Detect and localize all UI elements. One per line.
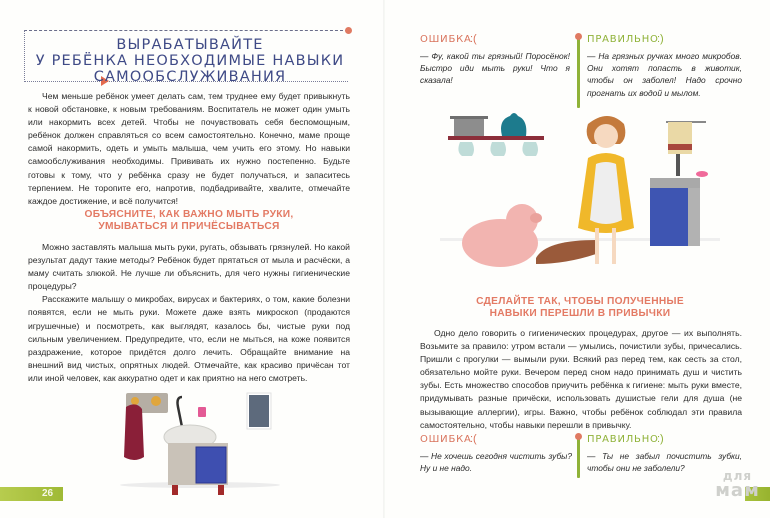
mug-icon (490, 142, 506, 156)
sink-top (650, 178, 700, 188)
page-number: 26 (42, 488, 54, 499)
section-heading (410, 296, 750, 320)
intro-paragraph (28, 90, 350, 208)
section-heading (28, 209, 350, 233)
cabinet-leg (218, 485, 224, 495)
heading-line: НАВЫКИ ПЕРЕШЛИ В ПРИВЫЧКИ (489, 308, 671, 319)
divider-line (577, 436, 580, 478)
error-label: ОШИБКА (420, 34, 472, 45)
hook-icon (131, 397, 139, 405)
paragraph: Чем меньше ребёнок умеет делать сам, тем труднее ему будет привыкнуть к новой обстановке, к новым требованиям. Воспитатель не может один умыть или накормить всех детей. Чтобы не почувствовать себя беспомощным, ребёнок должен справляться со всем самостоятельно. Конечно, маме проще самой накормить, одеть и умыть малыша, чем учить его этому. Но навыки самообслуживания необходимы. Прививать их нужно постепенно. Будьте готовы к тому, что у ребёнка сразу не будет получаться, и запаситесь терпением. Не торопите его, напротив, подбадривайте, хвалите, отмечайте каждое достижение, и всё получится! (28, 91, 350, 206)
faucet-icon (178, 397, 183, 427)
cabinet-door (196, 447, 226, 483)
cabinet-leg (172, 485, 178, 495)
title-line: САМООБСЛУЖИВАНИЯ (93, 69, 287, 85)
sink-cabinet (650, 188, 688, 246)
correct-label: ПРАВИЛЬНО (587, 34, 659, 45)
mirror-icon (249, 395, 269, 427)
soap-icon (696, 171, 708, 177)
happy-face-icon: :) (657, 33, 664, 45)
watermark-text: мам (715, 480, 760, 501)
girl-face (594, 124, 618, 148)
pot-lid (450, 116, 488, 119)
correct-quote: — Ты не забыл почистить зубки, чтобы они не заболели? (587, 451, 742, 474)
kitchen-illustration (440, 108, 720, 283)
section-body (28, 241, 350, 385)
pig-snout (530, 213, 542, 223)
watermark-logo (705, 470, 770, 500)
heading-line: УМЫВАТЬСЯ И ПРИЧЁСЫВАТЬСЯ (98, 221, 280, 232)
kettle-icon (501, 113, 526, 136)
towel-icon (124, 404, 144, 460)
shelf (448, 136, 544, 140)
sad-face-icon: :( (470, 33, 477, 45)
correct-quote: — На грязных ручках много микробов. Они хотят попасть в животик, чтобы он заболел! Надо срочно прогнать их водой и мылом. (587, 51, 742, 98)
cup-icon (198, 407, 206, 417)
title-line: ВЫРАБАТЫВАЙТЕ (116, 37, 264, 53)
sad-face-icon: :( (470, 433, 477, 445)
error-quote: — Фу, какой ты грязный! Поросёнок! Быстро иди мыть руки! Что я сказала! (420, 51, 570, 86)
hook-icon (151, 396, 161, 406)
paragraph: Одно дело говорить о гигиенических процедурах, другое — их выполнять. Возьмите за правило: утром встали — умылись, почистили зубы, причесались. Пришли с прогулки — вымыли руки. Всякий раз перед тем, как сесть за стол, обязательно мойте руки. Вечером перед сном надо принимать душ и чистить зубы. Есть множество способов приучить ребёнка к гигиене: мыть руки вместе, придумывать разные причёски, использовать душистые гели для душа (не вызывающие аллергии), игры. Важно, чтобы ребёнок соблюдал эти правила самостоятельно, чтобы навыки перешли в привычку. (420, 328, 742, 430)
girl-leg (595, 228, 599, 264)
error-label: ОШИБКА (420, 434, 472, 445)
title-line: У РЕБЁНКА НЕОБХОДИМЫЕ НАВЫКИ (35, 53, 345, 69)
divider-line (577, 36, 580, 108)
watermark-text: для (722, 469, 753, 483)
page-title (30, 37, 350, 85)
page-number-bar (0, 487, 63, 501)
bathroom-illustration (110, 385, 280, 505)
section-body (420, 327, 742, 432)
mug-icon (522, 142, 538, 156)
frame-dot-icon (345, 27, 352, 34)
paragraph: Расскажите малышу о микробах, вирусах и бактериях, о том, какие болезни появятся, если не мыть руки. Можете даже взять микроскоп (продаются игрушечные) и посмотреть, как выглядят, казалось бы, чистые руки под сильным увеличением. Предупредите, что, если не мыться, на коже появится раздражение, которое придётся долго лечить. Обращайте внимание на внешний вид чистых, опрятных людей. Отмечайте, как красиво причёсан тот или иной человек, как аккуратно одет и как приятно на него смотреть. (28, 294, 350, 383)
girl-leg (612, 228, 616, 264)
happy-face-icon: :) (657, 433, 664, 445)
error-quote: — Не хочешь сегодня чистить зубы? Ну и не надо. (420, 451, 572, 474)
sink-side (688, 188, 700, 246)
towel-stripe (668, 144, 692, 150)
heading-line: СДЕЛАЙТЕ ТАК, ЧТОБЫ ПОЛУЧЕННЫЕ (476, 296, 684, 307)
correct-label: ПРАВИЛЬНО (587, 434, 659, 445)
mug-icon (458, 142, 474, 156)
faucet-icon (676, 154, 680, 176)
trough-icon (536, 240, 596, 264)
heading-line: ОБЪЯСНИТЕ, КАК ВАЖНО МЫТЬ РУКИ, (84, 209, 294, 220)
paragraph: Можно заставлять малыша мыть руки, ругать, обзывать грязнулей. Но какой результат дадут такие методы? Ребёнок будет прятаться от мыла и расчёски, а маму считать злюкой. Не лучше ли объяснить, для чего нужны гигиенические процедуры? (28, 242, 350, 292)
